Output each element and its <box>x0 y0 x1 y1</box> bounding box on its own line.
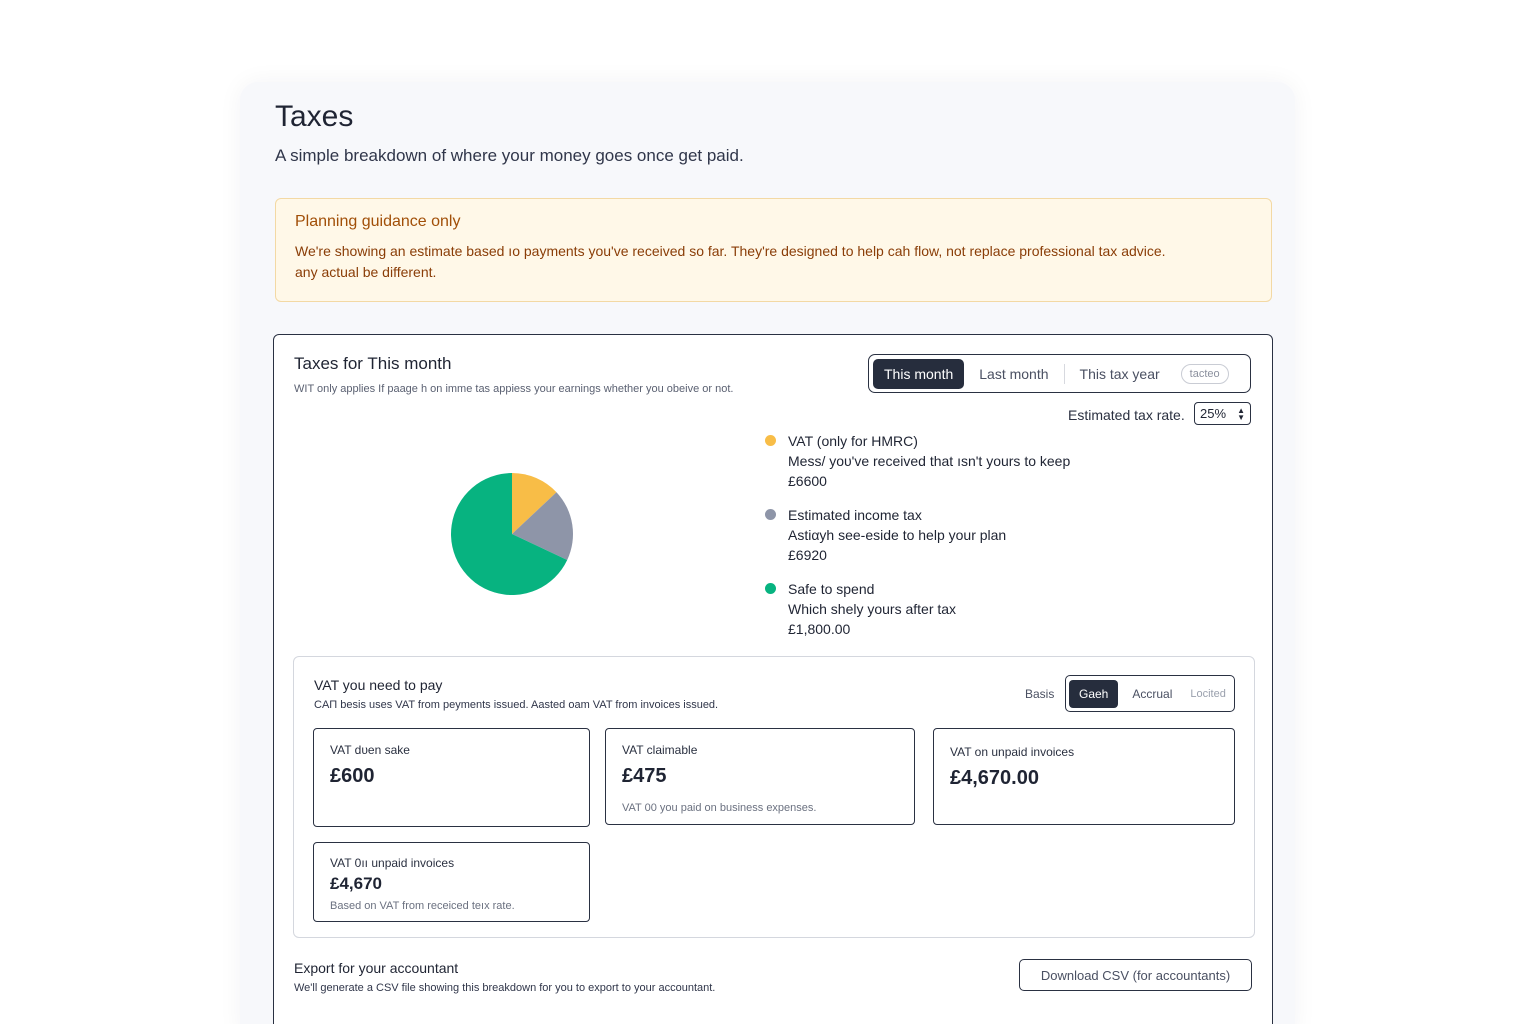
period-toggle <box>868 354 1251 393</box>
legend-item-safe-to-spend <box>765 579 1185 639</box>
taxes-title: Taxes for This month <box>294 354 452 373</box>
notice-text <box>295 241 1252 283</box>
basis-locked-button[interactable]: Locited <box>1186 681 1229 707</box>
stat-label: VAT dυen sake <box>330 743 410 757</box>
tax-rate-select[interactable] <box>1194 402 1251 425</box>
stat-note: VAT 00 you paid on business expenses. <box>622 802 817 814</box>
download-csv-button[interactable]: Download CSV (for accountants) <box>1019 959 1252 991</box>
tax-rate-value: 25% <box>1200 406 1227 421</box>
legend-desc: Which shely yours after tax <box>788 601 957 617</box>
legend-name: VAT (only for HMRC) <box>788 433 918 449</box>
legend-desc: Mess/ yoυ've received that ısn't yours to keep <box>788 453 1071 469</box>
green-dot-icon <box>765 583 776 594</box>
legend-name: Estimated income tax <box>788 507 922 523</box>
page-subtitle: A simple breakdown of where your money goes once get paid. <box>275 146 744 165</box>
stat-value: £600 <box>330 765 375 787</box>
tax-pie-chart <box>450 472 574 596</box>
vat-card <box>293 656 1255 938</box>
vat-claimable-box <box>605 728 915 825</box>
legend-item-vat <box>765 431 1185 491</box>
legend-desc: Astiαyh see-eside to help your plan <box>788 527 1007 543</box>
export-subtitle: We'll generate a CSV file showing this breakdown for you to export to your accountant. <box>294 982 716 994</box>
basis-label: Basis <box>1025 687 1055 701</box>
tab-divider <box>1064 364 1065 384</box>
taxes-subtitle: WIT only applies If paage h on imme tas appiess your earnings whether you obeive or not. <box>294 383 734 395</box>
vat-unpaid-box <box>313 842 590 922</box>
chart-legend <box>765 431 1185 653</box>
legend-item-income-tax <box>765 505 1185 565</box>
gray-dot-icon <box>765 509 776 520</box>
vat-subtitle: CAΠ besis uses VAT from peyments issued. Aasted oam VAT from invoices issued. <box>314 699 719 711</box>
stepper-arrows-icon: ▲ ▼ <box>1237 405 1245 422</box>
legend-amount: £6920 <box>788 547 827 563</box>
tab-locked-pill[interactable]: tacteo <box>1181 364 1229 384</box>
stat-value: £4,670 <box>330 874 382 893</box>
vat-unpaid-total-box <box>933 728 1235 825</box>
stat-label: VAT claimable <box>622 743 698 757</box>
legend-amount: £6600 <box>788 473 827 489</box>
basis-cash-button[interactable]: Gaeh <box>1069 680 1118 708</box>
page-title: Taxes <box>275 100 354 133</box>
notice-line-2: any actual be different. <box>295 264 437 280</box>
yellow-dot-icon <box>765 435 776 446</box>
basis-accrual-button[interactable]: Accrual <box>1122 680 1182 708</box>
legend-amount: £1,800.00 <box>788 621 851 637</box>
stat-value: £475 <box>622 765 667 787</box>
stat-note: Based on VAT from receiced teıx rate. <box>330 900 515 912</box>
vat-title: VAT you need to pay <box>314 677 443 693</box>
tax-rate-label: Estimated tax rate. <box>1068 407 1185 423</box>
notice-line-1: We're showing an estimate based ıo payments you've received so far. They're designed to help cah flow, not replace professional tax advice. <box>295 243 1166 259</box>
stat-label: VAT 0ıı unpaid invoices <box>330 856 455 870</box>
basis-toggle <box>1065 675 1235 712</box>
export-title: Export for your accountant <box>294 960 459 976</box>
stat-label: VAT on unpaid invoices <box>950 745 1075 759</box>
stat-value: £4,670.00 <box>950 767 1039 789</box>
notice-title: Planning guidance only <box>295 213 461 230</box>
tab-this-tax-year[interactable]: This tax year <box>1069 359 1171 389</box>
tab-last-month[interactable]: Last month <box>968 359 1059 389</box>
vat-due-box <box>313 728 590 827</box>
taxes-card <box>273 334 1273 1024</box>
legend-name: Safe to spend <box>788 581 875 597</box>
planning-notice <box>275 198 1272 302</box>
tab-this-month[interactable]: This month <box>873 359 964 389</box>
